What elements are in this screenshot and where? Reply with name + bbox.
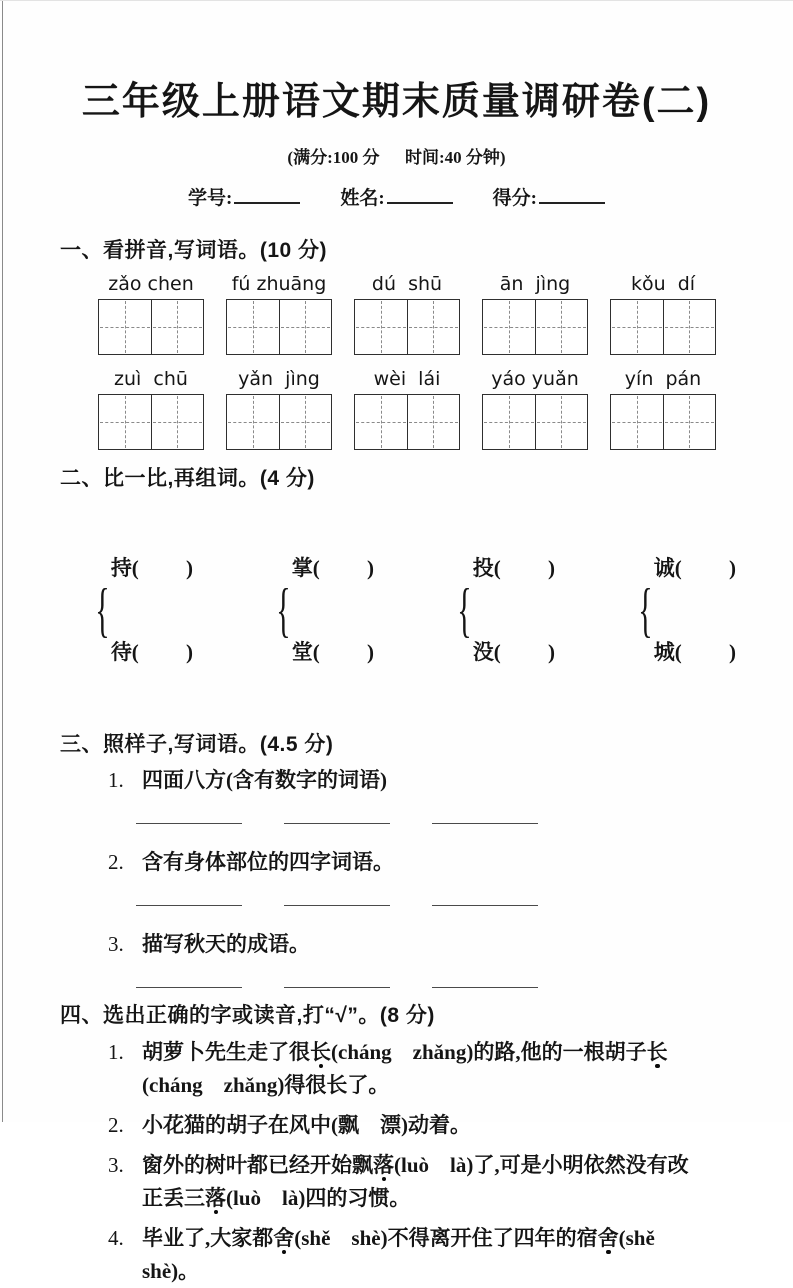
- item-text-line: [142, 1182, 759, 1215]
- pinyin-grid-row-1: [98, 272, 716, 355]
- pair-bottom: 城( ): [653, 640, 736, 664]
- pinyin-word-unit: [98, 272, 204, 355]
- pair-bottom: 待( ): [110, 640, 194, 664]
- pair-top: 投( ): [472, 556, 555, 580]
- s4-item-3: [108, 1149, 759, 1215]
- pair-words: [111, 498, 193, 722]
- emphasized-char: 落: [373, 1153, 394, 1177]
- pinyin-label: yǎn jìng: [238, 368, 320, 390]
- answer-blank: [136, 986, 242, 988]
- section4-header: 四、选出正确的字或读音,打“√”。(8 分): [60, 1004, 435, 1027]
- pinyin-label: fú zhuāng: [231, 273, 327, 295]
- pinyin-label: yín pán: [624, 368, 702, 390]
- name-field: [340, 183, 452, 210]
- item-text-line: [142, 1036, 759, 1069]
- tianzige-grid: [98, 394, 204, 450]
- s3-item-3: [108, 931, 759, 957]
- text-run: (cháng zhǎng)的路,他的一根胡子: [331, 1040, 647, 1064]
- pinyin-word-unit: [354, 272, 460, 355]
- pinyin-word-unit: [610, 272, 716, 355]
- item-text-line: [142, 1109, 759, 1142]
- pair-top: 掌( ): [291, 556, 375, 580]
- section-choose-correct: [60, 999, 759, 1288]
- s3-item-2: [108, 849, 759, 875]
- student-number-blank: [234, 200, 300, 204]
- pinyin-word-unit: [482, 272, 588, 355]
- score-label: 得分:: [492, 188, 537, 209]
- text-run: (luò là)了,可是小明依然没有改: [394, 1153, 689, 1177]
- brace-glyph: {: [638, 577, 653, 643]
- answer-blank: [432, 986, 538, 988]
- exam-header: [0, 0, 793, 210]
- score-blank: [539, 200, 605, 204]
- text-run: (cháng zhǎng)得很长了。: [142, 1073, 390, 1097]
- tianzige-grid: [610, 394, 716, 450]
- tianzige-grid: [354, 394, 460, 450]
- answer-blank-row: [136, 986, 759, 988]
- tianzige-grid: [226, 394, 332, 450]
- pair-words: [654, 498, 736, 722]
- page-top-line: [0, 0, 793, 1]
- word-pair: [88, 498, 193, 722]
- item-lines: [142, 1036, 759, 1102]
- text-run: shè)。: [142, 1259, 200, 1283]
- tianzige-grid: [354, 299, 460, 355]
- name-label: 姓名:: [340, 188, 385, 209]
- answer-blank: [432, 904, 538, 906]
- score-field: [493, 183, 605, 210]
- text-run: 毕业了,大家都: [142, 1226, 274, 1250]
- text-run: (shě shè)不得离开住了四年的宿: [294, 1226, 598, 1250]
- answer-blank: [284, 904, 390, 906]
- pinyin-label: dú shū: [371, 273, 443, 295]
- word-pair: [631, 498, 736, 722]
- page-edge-line: [2, 0, 3, 1122]
- text-run: 窗外的树叶都已经开始飘: [142, 1153, 373, 1177]
- section1-header: 一、看拼音,写词语。(10 分): [60, 239, 328, 262]
- text-run: 小花猫的胡子在风中(飘 漂)动着。: [142, 1113, 471, 1137]
- item-number: 1.: [108, 1040, 124, 1064]
- item-number: 2.: [108, 850, 124, 874]
- pinyin-label: zǎo chen: [108, 273, 194, 295]
- name-blank: [387, 200, 453, 204]
- pinyin-label: kǒu dí: [630, 273, 696, 295]
- tianzige-grid: [98, 299, 204, 355]
- item-number: 4.: [108, 1226, 124, 1250]
- pinyin-label: yáo yuǎn: [491, 368, 579, 390]
- exam-meta: (满分:100 分 时间:40 分钟): [287, 148, 506, 167]
- word-pair: [450, 498, 555, 722]
- emphasized-char: 长: [646, 1040, 668, 1064]
- emphasized-char: 长: [310, 1040, 331, 1064]
- emphasized-char: 舍: [273, 1226, 295, 1250]
- tianzige-grid: [482, 299, 588, 355]
- pair-top: 持( ): [110, 556, 194, 580]
- emphasized-char: 落: [205, 1186, 226, 1210]
- s3-item-1: [108, 767, 759, 793]
- word-pairs-row: [88, 498, 736, 722]
- emphasized-char: 舍: [597, 1226, 619, 1250]
- student-info-line: [0, 183, 793, 210]
- s4-item-4: [108, 1222, 759, 1288]
- item-text: 含有身体部位的四字词语。: [142, 850, 394, 874]
- s4-item-2: [108, 1109, 759, 1142]
- student-number-label: 学号:: [188, 188, 233, 209]
- item-lines: [142, 1149, 759, 1215]
- text-run: (luò là)四的习惯。: [226, 1186, 411, 1210]
- pinyin-grid-row-2: [98, 367, 716, 450]
- item-text-line: [142, 1222, 759, 1255]
- pinyin-word-unit: [98, 367, 204, 450]
- text-run: 正丢三: [142, 1186, 205, 1210]
- pinyin-word-unit: [482, 367, 588, 450]
- pinyin-word-unit: [354, 367, 460, 450]
- pair-top: 诚( ): [653, 556, 736, 580]
- item-text: 四面八方(含有数字的词语): [142, 768, 387, 792]
- section3-header: 三、照样子,写词语。(4.5 分): [60, 733, 334, 756]
- answer-blank: [432, 822, 538, 824]
- word-pair: [269, 498, 374, 722]
- item-text-line: [142, 1069, 759, 1102]
- item-lines: [142, 1222, 759, 1288]
- tianzige-grid: [610, 299, 716, 355]
- tianzige-grid: [482, 394, 588, 450]
- text-run: (shě: [618, 1226, 655, 1250]
- pair-bottom: 堂( ): [291, 640, 375, 664]
- exam-body: [0, 234, 793, 1288]
- answer-blank-row: [136, 904, 759, 906]
- pinyin-label: wèi lái: [373, 368, 441, 390]
- brace-glyph: {: [276, 577, 291, 643]
- item-number: 2.: [108, 1113, 124, 1137]
- answer-blank: [136, 904, 242, 906]
- item-number: 1.: [108, 768, 124, 792]
- item-lines: [142, 1109, 759, 1142]
- pinyin-word-unit: [226, 367, 332, 450]
- pinyin-word-unit: [610, 367, 716, 450]
- pair-words: [473, 498, 555, 722]
- page-title: 三年级上册语文期末质量调研卷(二): [81, 81, 712, 123]
- pinyin-label: zuì chū: [114, 368, 188, 390]
- pinyin-word-unit: [226, 272, 332, 355]
- brace-glyph: {: [457, 577, 472, 643]
- section-write-words: [60, 728, 759, 988]
- answer-blank: [136, 822, 242, 824]
- section-pinyin-words: [60, 234, 759, 450]
- item-number: 3.: [108, 1153, 124, 1177]
- pair-bottom: 没( ): [472, 640, 555, 664]
- tianzige-grid: [226, 299, 332, 355]
- answer-blank: [284, 822, 390, 824]
- brace-glyph: {: [95, 577, 110, 643]
- s4-item-1: [108, 1036, 759, 1102]
- item-text-line: [142, 1255, 759, 1288]
- item-text: 描写秋天的成语。: [142, 932, 310, 956]
- student-number-field: [188, 183, 300, 210]
- pinyin-label: ān jìng: [499, 273, 571, 295]
- answer-blank: [284, 986, 390, 988]
- item-number: 3.: [108, 932, 124, 956]
- item-text-line: [142, 1149, 759, 1182]
- answer-blank-row: [136, 822, 759, 824]
- text-run: 胡萝卜先生走了很: [142, 1040, 310, 1064]
- section2-header: 二、比一比,再组词。(4 分): [60, 467, 315, 490]
- pair-words: [292, 498, 374, 722]
- section-compare-words: [60, 462, 759, 722]
